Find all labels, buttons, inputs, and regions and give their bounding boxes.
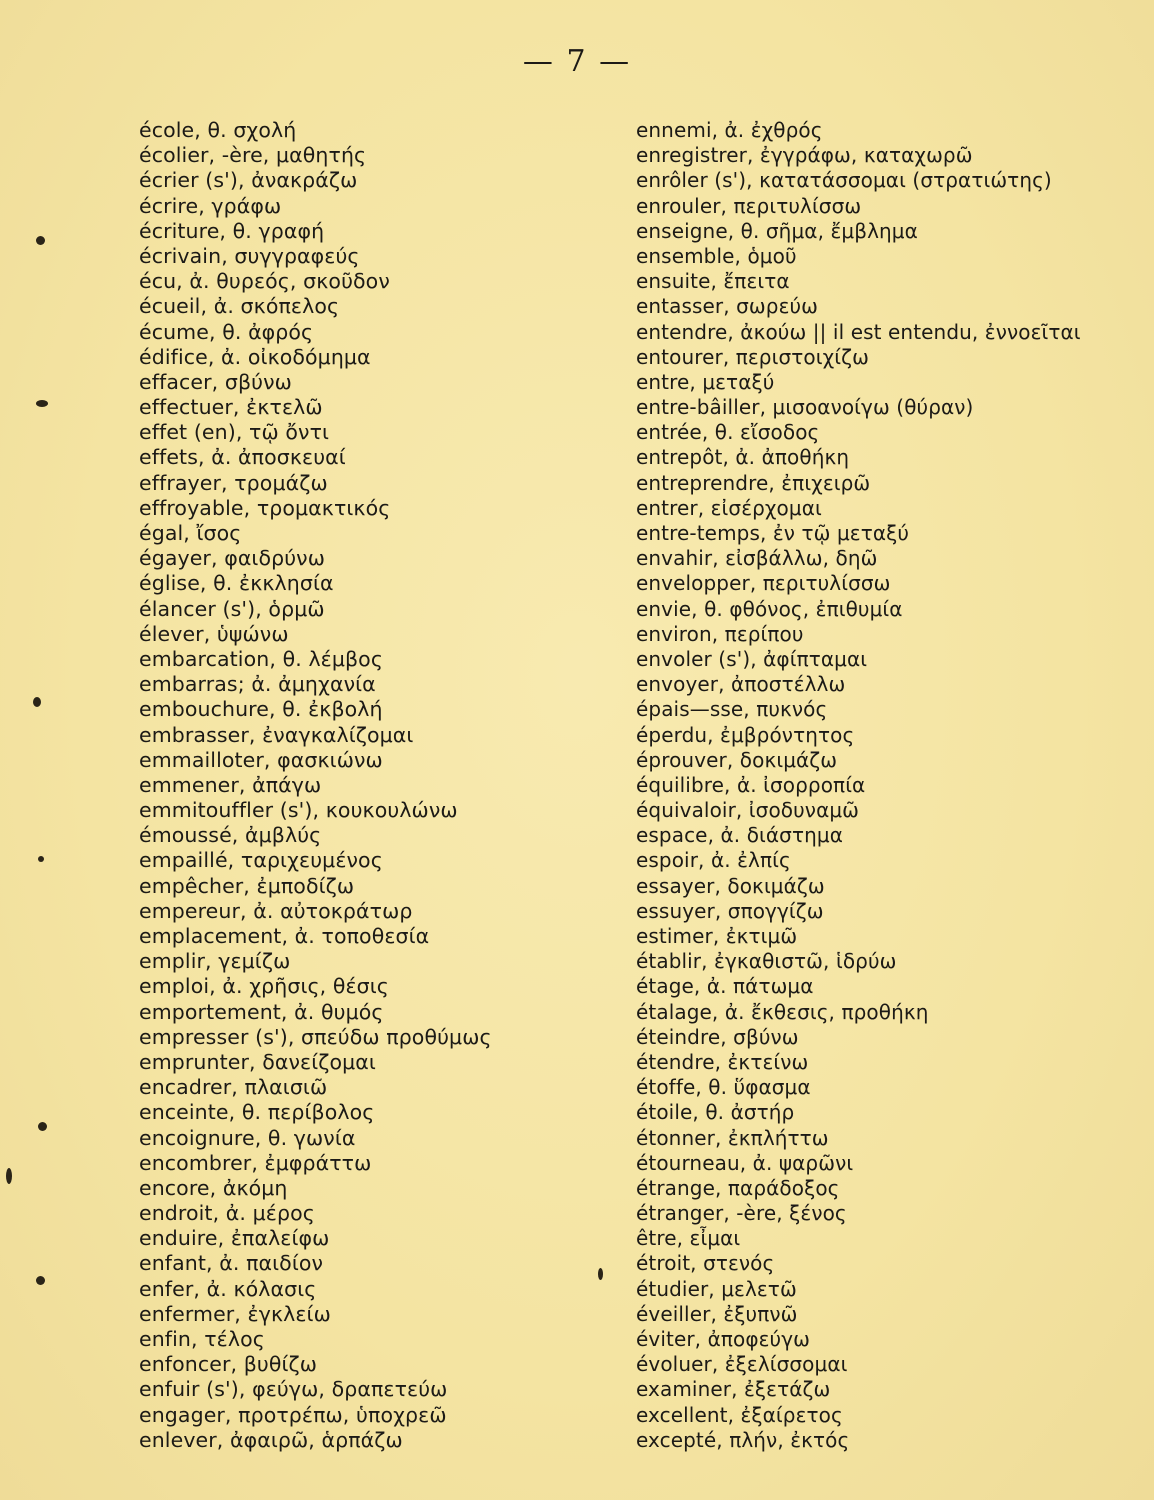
right-column-entry: entendre, ἀκούω || il est entendu, ἐννοεῖται <box>636 319 1081 344</box>
right-column-entry: envoyer, ἀποστέλλω <box>636 672 846 697</box>
right-column-entry: entourer, περιστοιχίζω <box>636 344 869 369</box>
right-column-entry: entre-bâiller, μισοανοίγω (θύραν) <box>636 395 974 420</box>
right-column-entry: étroit, στενός <box>636 1251 775 1276</box>
left-column-entry: embarcation, θ. λέμβος <box>139 646 383 671</box>
left-column-entry: embrasser, ἐναγκαλίζομαι <box>139 722 414 747</box>
left-column-entry: effets, ἀ. ἀποσκευαί <box>139 445 346 470</box>
left-column-entry: enfant, ἀ. παιδίον <box>139 1251 324 1276</box>
right-column-entry: enrôler (s'), κατατάσσομαι (στρατιώτης) <box>636 168 1052 193</box>
right-column <box>636 118 1146 1453</box>
left-column-entry: écueil, ἀ. σκόπελος <box>139 294 340 319</box>
left-column-entry: empaillé, ταριχευμένος <box>139 848 383 873</box>
left-column-entry: école, θ. σχολή <box>139 118 297 142</box>
right-column-entry: espoir, ἀ. ἐλπίς <box>636 848 791 873</box>
right-column-entry: étalage, ἀ. ἔκθεσις, προθήκη <box>636 999 929 1024</box>
left-column-entry: emmailloter, φασκιώνω <box>139 747 383 772</box>
right-column-entry: éteindre, σβύνω <box>636 1024 799 1049</box>
left-column-entry: encore, ἀκόμη <box>139 1175 288 1200</box>
left-column-entry: empêcher, ἐμποδίζω <box>139 873 355 898</box>
left-column-entry: empresser (s'), σπεύδω προθύμως <box>139 1024 492 1049</box>
left-column-entry: effet (en), τῷ ὄντι <box>139 420 330 445</box>
right-column-entry: excepté, πλήν, ἐκτός <box>636 1427 850 1452</box>
right-column-entry: entrer, εἰσέρχομαι <box>636 495 822 520</box>
left-column-entry: emploi, ἀ. χρῆσις, θέσις <box>139 974 389 999</box>
left-column-entry: édifice, ἀ. οἰκοδόμημα <box>139 344 371 369</box>
left-column-entry: emplacement, ἀ. τοποθεσία <box>139 924 430 948</box>
left-column-entry: écrivain, συγγραφεύς <box>139 243 360 268</box>
left-column-entry: écrire, γράφω <box>139 193 282 218</box>
left-column-entry: emmener, ἀπάγω <box>139 772 322 797</box>
right-column-entry: étonner, ἐκπλήττω <box>636 1125 829 1150</box>
left-column-entry: encombrer, ἐμφράττω <box>139 1150 372 1175</box>
right-column-entry: ensuite, ἔπειτα <box>636 269 790 294</box>
right-column-entry: entre, μεταξύ <box>636 369 775 394</box>
left-column-entry: embarras; ἀ. ἀμηχανία <box>139 672 376 697</box>
right-column-entry: étranger, -ère, ξένος <box>636 1201 847 1226</box>
left-column-entry: engager, προτρέπω, ὑποχρεῶ <box>139 1402 447 1427</box>
right-column-entry: ennemi, ἀ. ἐχθρός <box>636 118 823 142</box>
left-column-entry: encoignure, θ. γωνία <box>139 1125 356 1150</box>
right-column-entry: espace, ἀ. διάστημα <box>636 823 843 848</box>
left-column-entry: église, θ. ἐκκλησία <box>139 571 334 596</box>
right-column-entry: épais—sse, πυκνός <box>636 697 828 722</box>
right-column-entry: enregistrer, ἐγγράφω, καταχωρῶ <box>636 143 973 168</box>
left-column-entry: emmitouffler (s'), κουκουλώνω <box>139 798 458 823</box>
left-column-entry: empereur, ἀ. αὐτοκράτωρ <box>139 898 413 923</box>
left-column-entry: enfin, τέλος <box>139 1327 265 1351</box>
right-column-entry: éveiller, ἐξυπνῶ <box>636 1301 798 1326</box>
left-column-entry: embouchure, θ. ἐκβολή <box>139 697 383 722</box>
left-column-entry: enduire, ἐπαλείφω <box>139 1226 330 1251</box>
right-column-entry: étoile, θ. ἀστήρ <box>636 1100 795 1125</box>
right-column-entry: étudier, μελετῶ <box>636 1276 797 1301</box>
right-column-entry: estimer, ἐκτιμῶ <box>636 924 798 948</box>
left-column-entry: enfer, ἀ. κόλασις <box>139 1276 317 1301</box>
right-column-entry: examiner, ἐξετάζω <box>636 1377 831 1402</box>
right-column-entry: envoler (s'), ἀφίπταμαι <box>636 646 868 671</box>
left-column-entry: effrayer, τρομάζω <box>139 470 328 495</box>
left-column-entry: écume, θ. ἀφρός <box>139 319 314 344</box>
right-column-entry: étoffe, θ. ὕφασμα <box>636 1075 811 1100</box>
right-column-entry: entrée, θ. εἴσοδος <box>636 420 820 445</box>
right-column-entry: environ, περίπου <box>636 621 804 646</box>
right-column-entry: envie, θ. φθόνος, ἐπιθυμία <box>636 596 903 621</box>
ink-speck <box>598 1268 603 1280</box>
ink-speck <box>6 1168 12 1184</box>
page-number: — 7 — <box>522 44 632 79</box>
left-column-entry: élancer (s'), ὁρμῶ <box>139 596 325 621</box>
left-column-entry: écu, ἀ. θυρεός, σκοῦδον <box>139 269 390 294</box>
left-column-entry: encadrer, πλαισιῶ <box>139 1075 328 1100</box>
right-column-entry: être, εἶμαι <box>636 1226 741 1251</box>
right-column-entry: envelopper, περιτυλίσσω <box>636 571 891 596</box>
right-column-entry: équilibre, ἀ. ἰσορροπία <box>636 772 866 797</box>
right-column-entry: essayer, δοκιμάζω <box>636 873 825 898</box>
left-column-entry: enfuir (s'), φεύγω, δραπετεύω <box>139 1377 448 1402</box>
right-column-entry: excellent, ἐξαίρετος <box>636 1402 843 1427</box>
ink-speck <box>36 400 48 407</box>
right-column-entry: établir, ἐγκαθιστῶ, ἱδρύω <box>636 949 897 974</box>
left-column-entry: enfermer, ἐγκλείω <box>139 1301 331 1326</box>
ink-speck <box>38 856 44 862</box>
left-column-entry: enceinte, θ. περίβολος <box>139 1100 375 1125</box>
left-column-entry: écolier, -ère, μαθητής <box>139 143 367 168</box>
right-column-entry: ensemble, ὁμοῦ <box>636 243 797 268</box>
right-column-entry: évoluer, ἐξελίσσομαι <box>636 1352 848 1377</box>
left-column-entry: effroyable, τρομακτικός <box>139 495 391 520</box>
ink-speck <box>38 1122 47 1131</box>
ink-speck <box>36 236 45 245</box>
right-column-entry: étendre, ἐκτείνω <box>636 1049 809 1074</box>
left-column-entry: emportement, ἀ. θυμός <box>139 999 384 1024</box>
left-column-entry: effacer, σβύνω <box>139 369 292 394</box>
left-column-entry: écriture, θ. γραφή <box>139 218 325 243</box>
left-column-entry: enlever, ἀφαιρῶ, ἁρπάζω <box>139 1427 403 1452</box>
right-column-entry: entre-temps, ἐν τῷ μεταξύ <box>636 521 910 545</box>
left-column-entry: endroit, ἀ. μέρος <box>139 1201 315 1226</box>
left-column-entry: égayer, φαιδρύνω <box>139 546 325 571</box>
ink-speck <box>33 697 41 707</box>
ink-speck <box>36 1276 45 1285</box>
right-column-entry: envahir, εἰσβάλλω, δηῶ <box>636 546 878 571</box>
left-column-entry: émoussé, ἀμβλύς <box>139 823 322 848</box>
right-column-entry: entasser, σωρεύω <box>636 294 819 319</box>
right-column-entry: entreprendre, ἐπιχειρῶ <box>636 470 871 495</box>
right-column-entry: éviter, ἀποφεύγω <box>636 1327 811 1351</box>
right-column-entry: éprouver, δοκιμάζω <box>636 747 838 772</box>
right-column-entry: éperdu, ἐμβρόντητος <box>636 722 855 747</box>
left-column-entry: élever, ὑψώνω <box>139 621 289 646</box>
right-column-entry: enrouler, περιτυλίσσω <box>636 193 862 218</box>
right-column-entry: enseigne, θ. σῆμα, ἔμβλημα <box>636 218 918 243</box>
right-column-entry: équivaloir, ἰσοδυναμῶ <box>636 798 860 823</box>
left-column-entry: égal, ἴσος <box>139 521 242 545</box>
left-column-entry: effectuer, ἐκτελῶ <box>139 395 323 420</box>
right-column-entry: étrange, παράδοξος <box>636 1175 840 1200</box>
left-column-entry: emplir, γεμίζω <box>139 949 291 974</box>
left-column-entry: emprunter, δανείζομαι <box>139 1049 376 1074</box>
left-column-entry: écrier (s'), ἀνακράζω <box>139 168 358 193</box>
right-column-entry: essuyer, σπογγίζω <box>636 898 824 923</box>
right-column-entry: étourneau, ἀ. ψαρῶνι <box>636 1150 854 1175</box>
right-column-entry: entrepôt, ἀ. ἀποθήκη <box>636 445 850 470</box>
left-column-entry: enfoncer, βυθίζω <box>139 1352 318 1377</box>
left-column <box>139 118 609 1453</box>
right-column-entry: étage, ἀ. πάτωμα <box>636 974 814 999</box>
